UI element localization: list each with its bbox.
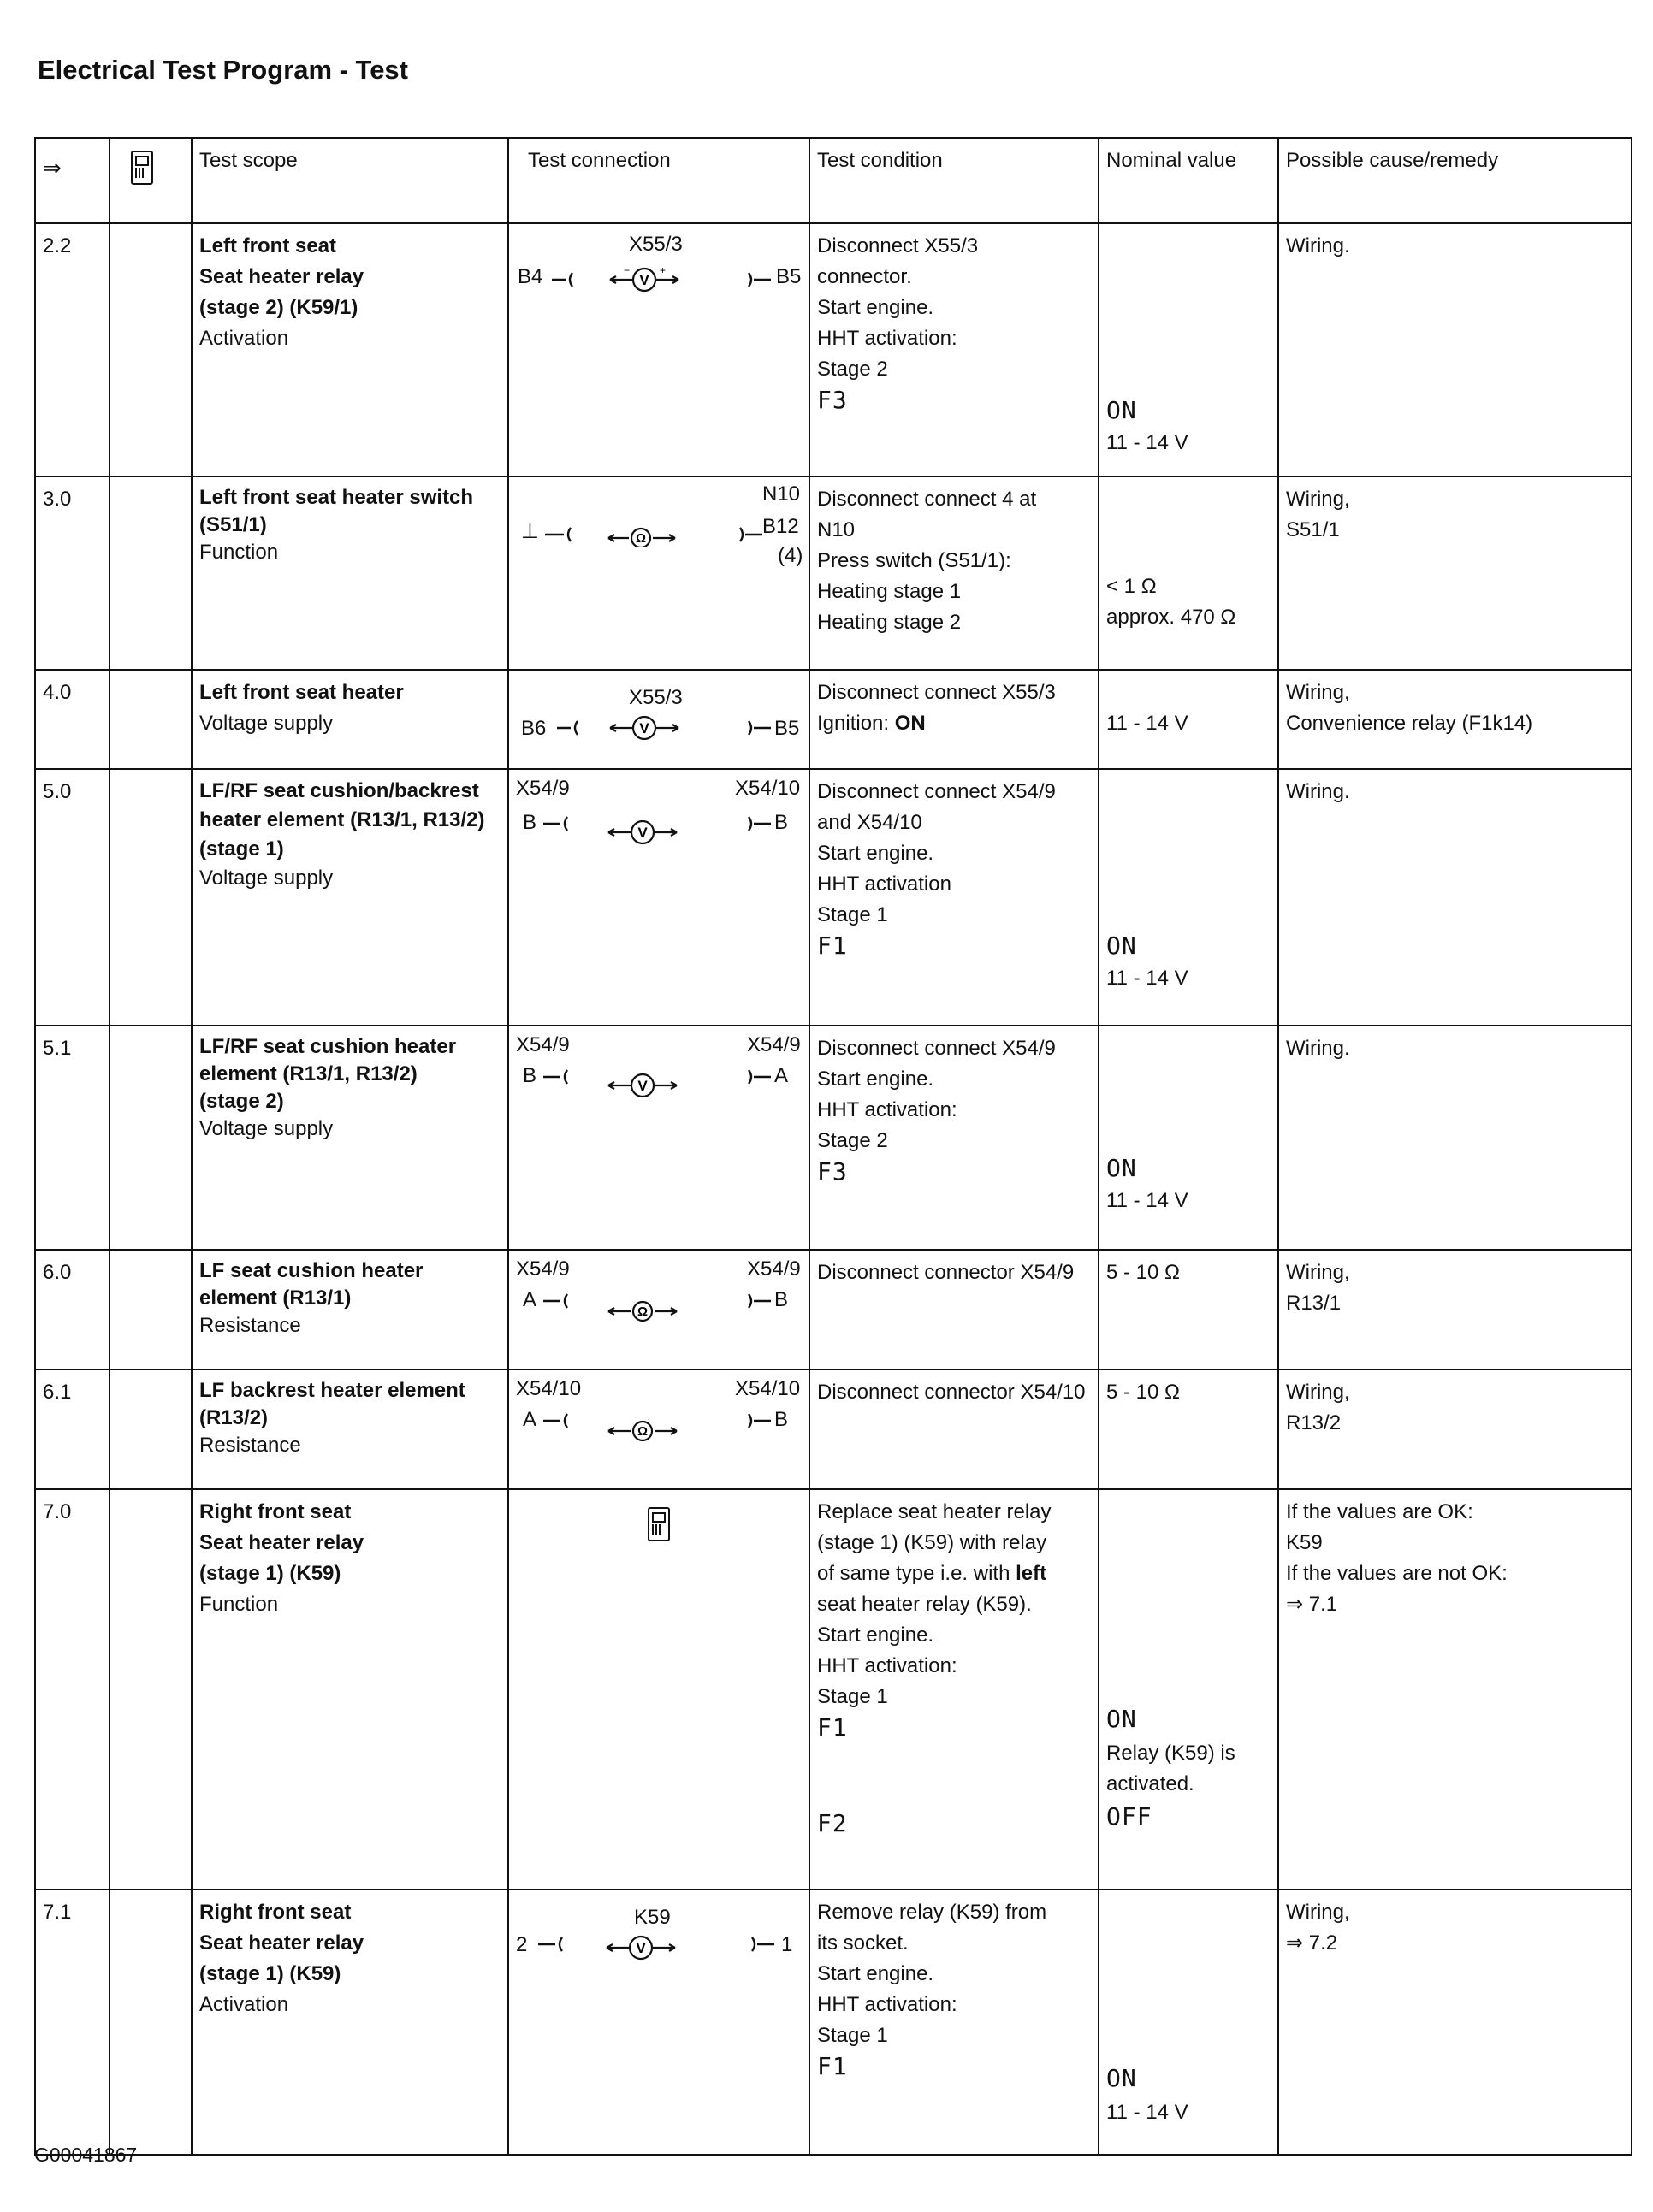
nominal-value — [1099, 1250, 1278, 1369]
scope-line: Resistance — [199, 1434, 301, 1457]
test-scope — [192, 1489, 508, 1890]
table-row — [35, 223, 1632, 476]
pin-left: ⊥ — [521, 520, 539, 543]
scope-line: Voltage supply — [199, 866, 334, 890]
pin-left: 2 — [516, 1933, 528, 1956]
pin-right: B — [774, 811, 789, 834]
scope-line: (stage 1) (K59) — [199, 1562, 341, 1585]
cause-line: Wiring. — [1286, 234, 1350, 257]
scope-line: Activation — [199, 1993, 289, 2016]
icon-cell — [110, 223, 192, 476]
pin-left: B — [523, 811, 537, 834]
hht-key: F1 — [817, 1713, 848, 1742]
hht-key: F1 — [817, 2052, 848, 2080]
scope-line: LF backrest heater element — [199, 1379, 465, 1402]
cause-line: K59 — [1286, 1531, 1323, 1554]
cause-line: Wiring, — [1286, 1261, 1350, 1284]
display-state: ON — [1106, 396, 1137, 424]
test-scope — [192, 1026, 508, 1250]
test-condition — [809, 476, 1099, 670]
scope-line: (S51/1) — [199, 513, 267, 536]
cause-line: Wiring, — [1286, 1381, 1350, 1404]
svg-text:−: − — [624, 267, 631, 276]
table-row — [35, 476, 1632, 670]
icon-cell — [110, 1890, 192, 2155]
condition-line: its socket. — [817, 1931, 909, 1955]
condition-line: and X54/10 — [817, 811, 922, 834]
test-scope — [192, 1250, 508, 1369]
cause-line: ⇒ 7.2 — [1286, 1931, 1338, 1955]
test-condition — [809, 1890, 1099, 2155]
scope-line: element (R13/1) — [199, 1286, 352, 1310]
step-number: 7.1 — [35, 1890, 110, 2155]
icon-cell — [110, 476, 192, 670]
connector-label: X55/3 — [629, 686, 683, 709]
condition-line: Start engine. — [817, 1962, 934, 1985]
scope-line: Seat heater relay — [199, 265, 364, 288]
test-scope — [192, 1890, 508, 2155]
condition-line: Start engine. — [817, 1624, 934, 1647]
table-row — [35, 1890, 1632, 2155]
scope-line: Function — [199, 541, 279, 564]
scope-line: Right front seat — [199, 1901, 352, 1924]
condition-line: Stage 1 — [817, 903, 888, 926]
table-row — [35, 769, 1632, 1026]
hht-tester-icon — [648, 1507, 670, 1541]
condition-line: Start engine. — [817, 1068, 934, 1091]
pin-right: B — [774, 1408, 789, 1431]
cause-line: Convenience relay (F1k14) — [1286, 712, 1533, 735]
condition-line: of same type i.e. with left — [817, 1562, 1047, 1585]
cause-line: S51/1 — [1286, 518, 1340, 541]
scope-line: Voltage supply — [199, 1117, 334, 1140]
cause-line: Wiring. — [1286, 780, 1350, 803]
page-title: Electrical Test Program - Test — [38, 55, 409, 85]
condition-line: connector. — [817, 265, 912, 288]
pin-left: A — [523, 1408, 537, 1431]
svg-text:Ω: Ω — [635, 531, 647, 546]
step-number: 4.0 — [35, 670, 110, 769]
test-condition — [809, 769, 1099, 1026]
pin-right: 1 — [781, 1933, 793, 1956]
condition-line: Disconnect X55/3 — [817, 234, 979, 257]
hht-key: F1 — [817, 932, 848, 960]
svg-text:Ω: Ω — [637, 1304, 649, 1319]
scope-line: (stage 2) (K59/1) — [199, 296, 358, 319]
table-row — [35, 1250, 1632, 1369]
condition-line: Stage 2 — [817, 1129, 888, 1152]
condition-line: Start engine. — [817, 842, 934, 865]
pin-right: B5 — [774, 717, 800, 740]
meter-glyph: V — [639, 272, 649, 288]
nominal-value — [1099, 1026, 1278, 1250]
possible-cause — [1278, 476, 1632, 670]
nominal-text: 11 - 14 V — [1106, 967, 1188, 990]
test-connection — [508, 1890, 809, 2155]
connector-label-right: X54/10 — [735, 1377, 801, 1400]
pin-right: B — [774, 1288, 789, 1311]
possible-cause — [1278, 1026, 1632, 1250]
condition-line: HHT activation — [817, 872, 951, 896]
condition-line: Heating stage 2 — [817, 611, 962, 634]
ohmmeter-symbol — [543, 522, 773, 547]
test-condition — [809, 670, 1099, 769]
nominal-value — [1099, 769, 1278, 1026]
test-condition — [809, 1369, 1099, 1489]
hht-key: F3 — [817, 1157, 848, 1186]
condition-line: HHT activation: — [817, 1654, 957, 1677]
cause-line: R13/2 — [1286, 1411, 1342, 1434]
possible-cause — [1278, 1890, 1632, 2155]
condition-line: Press switch (S51/1): — [817, 549, 1011, 572]
scope-line: heater element (R13/1, R13/2) — [199, 808, 485, 831]
condition-line: Start engine. — [817, 296, 934, 319]
header-test-condition: Test condition — [809, 138, 1099, 223]
condition-line: Disconnect connect X54/9 — [817, 1037, 1056, 1060]
voltmeter-symbol — [540, 1064, 788, 1098]
connector-label-right: X54/9 — [747, 1033, 801, 1056]
test-connection — [508, 223, 809, 476]
connector-label: K59 — [634, 1906, 671, 1929]
test-connection — [508, 670, 809, 769]
test-scope — [192, 670, 508, 769]
condition-line: Disconnect connect X55/3 — [817, 681, 1056, 704]
nominal-text: 11 - 14 V — [1106, 712, 1188, 735]
display-state: ON — [1106, 1154, 1137, 1182]
table-row — [35, 1369, 1632, 1489]
test-scope — [192, 476, 508, 670]
step-number: 5.0 — [35, 769, 110, 1026]
test-scope — [192, 223, 508, 476]
svg-text:V: V — [636, 1940, 646, 1956]
test-condition — [809, 223, 1099, 476]
condition-line: Disconnect connect 4 at — [817, 488, 1037, 511]
display-state: ON — [1106, 1705, 1137, 1733]
nominal-value — [1099, 1369, 1278, 1489]
icon-cell — [110, 1489, 192, 1890]
nominal-value — [1099, 476, 1278, 670]
step-number: 6.1 — [35, 1369, 110, 1489]
pin-right: A — [774, 1064, 789, 1087]
test-scope — [192, 769, 508, 1026]
nominal-value — [1099, 223, 1278, 476]
connector-label-right: X54/10 — [735, 777, 801, 800]
svg-text:+: + — [660, 267, 667, 276]
hht-key: F2 — [817, 1809, 848, 1837]
display-state: ON — [1106, 932, 1137, 960]
header-possible-cause: Possible cause/remedy — [1278, 138, 1632, 223]
nominal-value — [1099, 1890, 1278, 2155]
possible-cause — [1278, 1250, 1632, 1369]
test-condition — [809, 1250, 1099, 1369]
scope-line: LF/RF seat cushion/backrest — [199, 779, 479, 802]
scope-line: Left front seat — [199, 234, 337, 257]
header-test-scope: Test scope — [192, 138, 508, 223]
condition-line: Remove relay (K59) from — [817, 1901, 1047, 1924]
test-table — [34, 137, 1632, 2156]
ohmmeter-symbol — [540, 1408, 788, 1442]
possible-cause — [1278, 769, 1632, 1026]
test-connection — [508, 769, 809, 1026]
step-number: 6.0 — [35, 1250, 110, 1369]
condition-line: Disconnect connector X54/10 — [817, 1381, 1086, 1404]
test-condition — [809, 1489, 1099, 1890]
scope-line: (R13/2) — [199, 1406, 269, 1429]
possible-cause — [1278, 1369, 1632, 1489]
connector-label: N10 — [762, 482, 801, 506]
nominal-value — [1099, 1489, 1278, 1890]
connector-label: X55/3 — [629, 233, 683, 256]
svg-text:V: V — [639, 720, 649, 736]
nominal-text: < 1 Ω — [1106, 575, 1157, 598]
possible-cause — [1278, 223, 1632, 476]
condition-line: Replace seat heater relay — [817, 1500, 1052, 1523]
nominal-text: 11 - 14 V — [1106, 2101, 1188, 2124]
scope-line: Activation — [199, 327, 289, 350]
connector-label-left: X54/10 — [516, 1377, 582, 1400]
cause-line: Wiring, — [1286, 488, 1350, 511]
nominal-text: 11 - 14 V — [1106, 1189, 1188, 1212]
step-number: 2.2 — [35, 223, 110, 476]
icon-cell — [110, 670, 192, 769]
icon-cell — [110, 769, 192, 1026]
voltmeter-symbol — [540, 811, 788, 845]
voltmeter-symbol — [535, 1931, 783, 1966]
cause-line: If the values are OK: — [1286, 1500, 1473, 1523]
scope-line: Function — [199, 1593, 279, 1616]
test-connection — [508, 1026, 809, 1250]
cause-line: Wiring, — [1286, 681, 1350, 704]
scope-line: (stage 1) — [199, 837, 284, 861]
nominal-text: approx. 470 Ω — [1106, 606, 1236, 629]
table-row — [35, 670, 1632, 769]
icon-cell — [110, 1026, 192, 1250]
header-test-connection: Test connection — [508, 138, 809, 223]
step-number: 5.1 — [35, 1026, 110, 1250]
scope-line: (stage 2) — [199, 1090, 284, 1113]
cause-line: Wiring. — [1286, 1037, 1350, 1060]
condition-line: HHT activation: — [817, 327, 957, 350]
test-scope — [192, 1369, 508, 1489]
connector-label-left: X54/9 — [516, 1257, 570, 1280]
scope-line: Resistance — [199, 1314, 301, 1337]
voltmeter-symbol — [555, 715, 786, 741]
condition-line: N10 — [817, 518, 856, 541]
connector-label-right: X54/9 — [747, 1257, 801, 1280]
icon-cell — [110, 1250, 192, 1369]
figure-code: G00041867 — [34, 2144, 138, 2166]
display-state: ON — [1106, 2064, 1137, 2092]
scope-line: (stage 1) (K59) — [199, 1962, 341, 1985]
header-nominal-value: Nominal value — [1099, 138, 1278, 223]
scope-line: LF seat cushion heater — [199, 1259, 424, 1282]
nominal-value — [1099, 670, 1278, 769]
condition-line: Stage 2 — [817, 358, 888, 381]
cause-line: If the values are not OK: — [1286, 1562, 1508, 1585]
scope-line: Right front seat — [199, 1500, 352, 1523]
test-connection — [508, 476, 809, 670]
scope-line: Seat heater relay — [199, 1531, 364, 1554]
pin-left: B4 — [518, 265, 543, 288]
possible-cause — [1278, 670, 1632, 769]
table-row — [35, 1489, 1632, 1890]
test-condition — [809, 1026, 1099, 1250]
header-icon-cell — [110, 138, 192, 223]
scope-line: LF/RF seat cushion heater — [199, 1035, 457, 1058]
connector-label-left: X54/9 — [516, 777, 570, 800]
test-connection — [508, 1369, 809, 1489]
condition-line: Disconnect connect X54/9 — [817, 780, 1056, 803]
condition-line: Ignition: ON — [817, 712, 926, 735]
pin-left: B6 — [521, 717, 547, 740]
pin-right: B5 — [776, 265, 802, 288]
scope-line: Left front seat heater — [199, 681, 404, 704]
nominal-text: 11 - 14 V — [1106, 431, 1188, 454]
condition-line: Disconnect connector X54/9 — [817, 1261, 1075, 1284]
pin-left: A — [523, 1288, 537, 1311]
condition-line: Heating stage 1 — [817, 580, 962, 603]
voltmeter-symbol — [550, 267, 790, 293]
header-arrow: ⇒ — [35, 138, 110, 223]
scope-line: Voltage supply — [199, 712, 334, 735]
step-number: 3.0 — [35, 476, 110, 670]
cause-line: Wiring, — [1286, 1901, 1350, 1924]
condition-line: seat heater relay (K59). — [817, 1593, 1032, 1616]
test-connection — [508, 1489, 809, 1890]
condition-line: HHT activation: — [817, 1993, 957, 2016]
condition-line: HHT activation: — [817, 1098, 957, 1121]
table-row — [35, 1026, 1632, 1250]
test-connection — [508, 1250, 809, 1369]
hht-key: F3 — [817, 386, 848, 414]
scope-line: element (R13/1, R13/2) — [199, 1062, 418, 1085]
icon-cell — [110, 1369, 192, 1489]
pin-note: (4) — [778, 544, 803, 567]
nominal-text: 5 - 10 Ω — [1106, 1261, 1180, 1284]
nominal-text: 5 - 10 Ω — [1106, 1381, 1180, 1404]
svg-text:V: V — [637, 825, 648, 841]
nominal-text: activated. — [1106, 1772, 1194, 1795]
scope-line: Seat heater relay — [199, 1931, 364, 1955]
condition-line: Stage 1 — [817, 2024, 888, 2047]
pin-left: B — [523, 1064, 537, 1087]
svg-text:V: V — [637, 1078, 648, 1094]
table-header-row — [35, 138, 1632, 223]
scope-line: Left front seat heater switch — [199, 486, 474, 509]
nominal-text: Relay (K59) is — [1106, 1742, 1235, 1765]
pin-right: B12 — [762, 515, 799, 538]
cause-line: ⇒ 7.1 — [1286, 1593, 1338, 1616]
ohmmeter-symbol — [540, 1288, 788, 1322]
connector-label-left: X54/9 — [516, 1033, 570, 1056]
condition-line: Stage 1 — [817, 1685, 888, 1708]
step-number: 7.0 — [35, 1489, 110, 1890]
hht-tester-icon — [131, 151, 153, 185]
condition-line: (stage 1) (K59) with relay — [817, 1531, 1047, 1554]
svg-text:Ω: Ω — [637, 1424, 649, 1439]
display-state: OFF — [1106, 1802, 1152, 1831]
cause-line: R13/1 — [1286, 1292, 1342, 1315]
possible-cause — [1278, 1489, 1632, 1890]
